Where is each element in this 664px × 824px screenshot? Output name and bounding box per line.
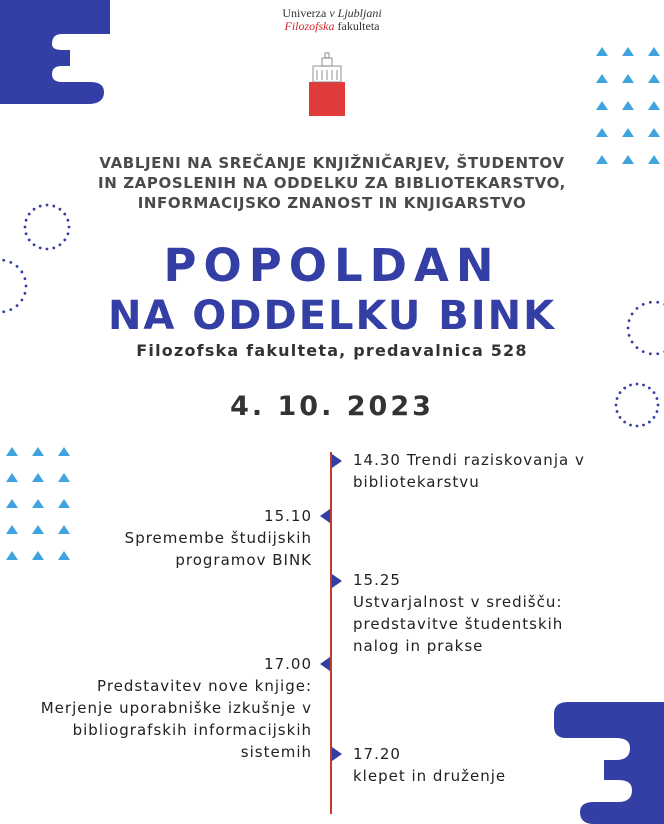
triangle-grid-top-right: [590, 44, 664, 168]
program-line: 15.10: [264, 507, 312, 525]
dot-icon: [28, 213, 31, 216]
triangle-icon: [648, 47, 660, 56]
timeline-marker-icon: [332, 454, 342, 468]
event-venue: Filozofska fakulteta, predavalnica 528: [136, 341, 528, 360]
program-line: 17.00: [264, 655, 312, 673]
program-line: Predstavitev nove knjige:: [97, 677, 312, 695]
dot-icon: [63, 213, 66, 216]
faculty-name: Filozofska fakulteta: [284, 19, 380, 33]
triangle-icon: [622, 101, 634, 110]
event-date: 4. 10. 2023: [230, 391, 434, 422]
program-line: 15.25: [353, 571, 401, 589]
triangle-icon: [596, 74, 608, 83]
timeline-marker-icon: [320, 657, 330, 671]
program-line: programov BINK: [175, 551, 312, 569]
dot-icon: [648, 387, 651, 390]
program-line: Spremembe študijskih: [124, 529, 312, 547]
program-line: 17.20: [353, 745, 401, 763]
triangle-icon: [648, 101, 660, 110]
program-line: bibliotekarstvu: [353, 473, 480, 491]
triangle-icon: [648, 74, 660, 83]
event-subtitle: NA ODDELKU BINK: [107, 293, 557, 339]
triangle-icon: [32, 473, 44, 482]
triangle-icon: [596, 47, 608, 56]
triangle-icon: [622, 74, 634, 83]
dot-icon: [623, 387, 626, 390]
triangle-icon: [58, 447, 70, 456]
dot-icon: [629, 424, 632, 427]
program-line: Merjenje uporabniške izkušnje v: [40, 699, 312, 717]
dot-icon: [636, 383, 639, 386]
intro-line: VABLJENI NA SREČANJE KNJIŽNIČARJEV, ŠTUDENTOV: [99, 154, 565, 172]
program-line: sistemih: [240, 743, 312, 761]
triangle-icon: [596, 128, 608, 137]
timeline-marker-icon: [332, 574, 342, 588]
dot-icon: [642, 384, 645, 387]
triangle-icon: [6, 473, 18, 482]
dot-icon: [25, 219, 28, 222]
dot-icon: [67, 219, 70, 222]
triangle-icon: [648, 128, 660, 137]
dot-icon: [636, 425, 639, 428]
university-name: Univerza v Ljubljani: [282, 6, 382, 20]
timeline-marker-icon: [320, 509, 330, 523]
dot-icon: [24, 226, 27, 229]
dot-icon: [67, 232, 70, 235]
triangle-icon: [58, 473, 70, 482]
triangle-icon: [32, 447, 44, 456]
program-line: Ustvarjalnost v središču:: [353, 593, 563, 611]
program-line: 14.30 Trendi raziskovanja v: [353, 451, 585, 469]
program-item: [353, 743, 653, 787]
program-item: [0, 505, 312, 571]
dot-icon: [642, 424, 645, 427]
dot-icon: [629, 384, 632, 387]
timeline-marker-icon: [332, 747, 342, 761]
dot-icon: [25, 232, 28, 235]
program-line: klepet in druženje: [353, 767, 507, 785]
program-item: [353, 569, 653, 657]
program-line: bibliografskih informacijskih: [72, 721, 312, 739]
triangle-icon: [6, 447, 18, 456]
triangle-icon: [622, 47, 634, 56]
intro-line: INFORMACIJSKO ZNANOST IN KNJIGARSTVO: [137, 194, 527, 212]
dot-icon: [68, 226, 71, 229]
program-item: [353, 449, 653, 493]
triangle-icon: [622, 128, 634, 137]
university-crest-icon: [309, 52, 345, 116]
program-line: predstavitve študentskih: [353, 615, 564, 633]
intro-line: IN ZAPOSLENIH NA ODDELKU ZA BIBLIOTEKARSTVO,: [98, 174, 566, 192]
event-title: POPOLDAN: [163, 239, 501, 292]
triangle-icon: [596, 101, 608, 110]
program-line: nalog in prakse: [353, 637, 484, 655]
program-item: [0, 653, 312, 763]
